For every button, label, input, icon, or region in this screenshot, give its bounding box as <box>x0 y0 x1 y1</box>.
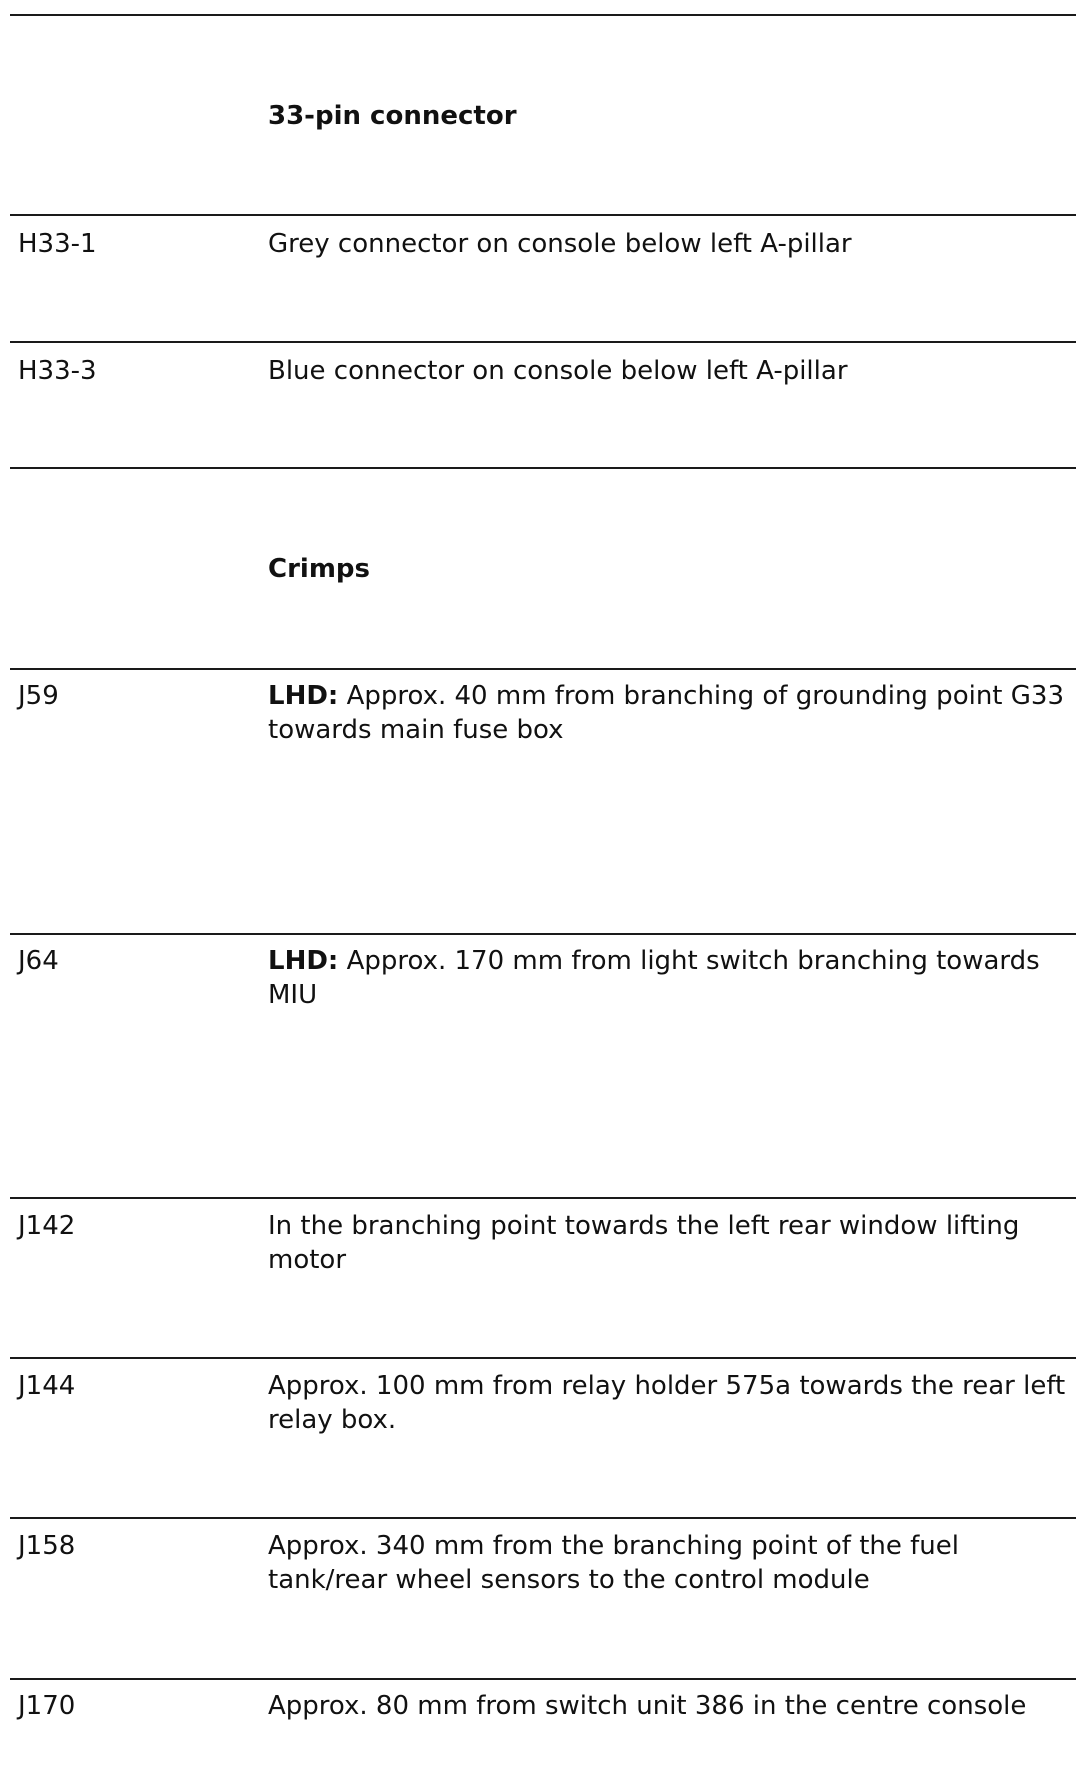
row-code-j142: J142 <box>18 1211 76 1241</box>
row-desc-h33-1 <box>268 227 1068 261</box>
row-desc-j144 <box>268 1369 1068 1437</box>
desc-text: Approx. 340 mm from the branching point of the fuel tank/rear wheel sensors to the control module <box>268 1531 959 1595</box>
row-code-h33-3: H33-3 <box>18 356 97 386</box>
row-code-j64: J64 <box>18 946 59 976</box>
rule-h33-3 <box>10 341 1076 343</box>
row-code-h33-1: H33-1 <box>18 229 97 259</box>
row-desc-j170 <box>268 1689 1068 1723</box>
rule-h33-1 <box>10 214 1076 216</box>
row-desc-h33-3 <box>268 354 1068 388</box>
rule-top <box>10 14 1076 16</box>
row-code-j170: J170 <box>18 1691 76 1721</box>
desc-text: Approx. 100 mm from relay holder 575a towards the rear left relay box. <box>268 1371 1066 1435</box>
desc-text: Grey connector on console below left A-pillar <box>268 229 852 259</box>
row-code-j59: J59 <box>18 681 59 711</box>
desc-text: Approx. 80 mm from switch unit 386 in the centre console <box>268 1691 1027 1721</box>
section-heading-connector: 33-pin connector <box>268 101 517 131</box>
lhd-prefix: LHD: <box>268 946 339 976</box>
row-desc-j158 <box>268 1529 1068 1597</box>
desc-text: Approx. 170 mm from light switch branching towards MIU <box>268 946 1040 1010</box>
desc-text: Approx. 40 mm from branching of grounding point G33 towards main fuse box <box>268 681 1064 745</box>
rule-j144 <box>10 1357 1076 1359</box>
desc-text: Blue connector on console below left A-pillar <box>268 356 848 386</box>
row-desc-j64 <box>268 944 1068 1012</box>
row-code-j158: J158 <box>18 1531 76 1561</box>
rule-j64 <box>10 933 1076 935</box>
rule-j59 <box>10 668 1076 670</box>
lhd-prefix: LHD: <box>268 681 339 711</box>
row-desc-j59 <box>268 679 1068 747</box>
rule-section-end <box>10 467 1076 469</box>
rule-j170 <box>10 1678 1076 1680</box>
desc-text: In the branching point towards the left rear window lifting motor <box>268 1211 1020 1275</box>
section-heading-crimps: Crimps <box>268 554 370 584</box>
rule-j158 <box>10 1517 1076 1519</box>
row-desc-j142 <box>268 1209 1068 1277</box>
row-code-j144: J144 <box>18 1371 76 1401</box>
rule-j142 <box>10 1197 1076 1199</box>
